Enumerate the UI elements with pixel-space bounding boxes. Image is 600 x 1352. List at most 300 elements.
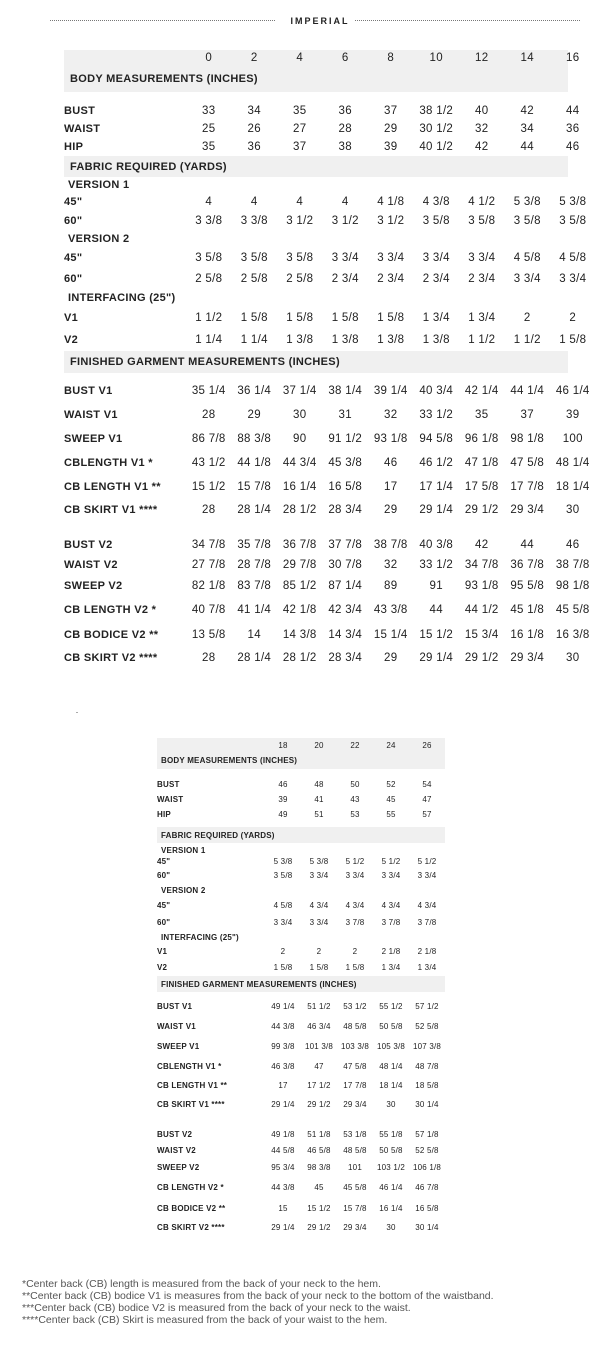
- size-label: 16: [566, 52, 580, 64]
- size-chart-18-26: [157, 738, 445, 1236]
- cell-value: 3 3/4: [309, 871, 329, 880]
- cell-value: 17: [384, 481, 398, 493]
- cell-value: 16 1/8: [510, 629, 545, 641]
- row-label: BUST V2: [157, 1129, 193, 1139]
- cell-value: 36: [247, 141, 261, 153]
- cell-value: 95 3/4: [271, 1162, 295, 1172]
- cell-value: 47 5/8: [343, 1061, 367, 1071]
- size-label: 10: [429, 52, 443, 64]
- cell-value: 3 3/4: [309, 917, 329, 927]
- cell-value: 28 1/4: [237, 652, 272, 664]
- cell-value: 31: [338, 409, 352, 421]
- table-row: [157, 958, 445, 976]
- table-row: [64, 555, 590, 575]
- cell-value: 3 3/4: [331, 252, 359, 264]
- size-label: 14: [520, 52, 534, 64]
- cell-value: 50 5/8: [379, 1021, 403, 1031]
- cell-value: 103 1/2: [376, 1162, 406, 1172]
- row-label: WAIST: [64, 123, 101, 135]
- cell-value: 3 3/4: [377, 252, 405, 264]
- table-row: [64, 247, 587, 269]
- cell-value: 15 7/8: [237, 481, 272, 493]
- cell-value: 1 1/2: [195, 312, 223, 324]
- cell-value: 29 3/4: [510, 652, 545, 664]
- cell-value: 44: [520, 539, 534, 551]
- cell-value: 106 1/8: [412, 1162, 442, 1172]
- cell-value: 45 3/8: [328, 457, 363, 469]
- cell-value: 18 5/8: [415, 1080, 439, 1090]
- cell-value: 42 3/4: [328, 604, 363, 616]
- cell-value: 52 5/8: [415, 1021, 439, 1031]
- cell-value: 33: [202, 105, 216, 117]
- cell-value: 1 5/8: [345, 962, 365, 972]
- cell-value: 44: [429, 604, 443, 616]
- table-row: [157, 792, 445, 807]
- cell-value: 4 5/8: [273, 900, 293, 910]
- table-row: [64, 427, 583, 451]
- cell-value: 44 3/8: [271, 1021, 295, 1031]
- table-row: [157, 1142, 445, 1158]
- row-label: 60": [157, 871, 171, 880]
- cell-value: 30: [566, 652, 580, 664]
- cell-value: 57 1/8: [415, 1129, 439, 1139]
- cell-value: 1 3/8: [377, 334, 405, 346]
- cell-value: 17: [278, 1080, 288, 1090]
- cell-value: 45: [386, 795, 396, 804]
- row-label: CB BODICE V2 **: [157, 1203, 226, 1213]
- cell-value: 1 5/8: [286, 312, 314, 324]
- cell-value: 28 3/4: [328, 504, 363, 516]
- cell-value: 101 3/8: [304, 1041, 334, 1051]
- cell-value: 51: [314, 810, 324, 819]
- cell-value: 42: [475, 141, 489, 153]
- table-row: [64, 102, 580, 120]
- row-label: WAIST V1: [64, 409, 118, 421]
- cell-value: 2 5/8: [286, 273, 314, 285]
- table-row: [157, 1056, 445, 1076]
- row-label: WAIST V1: [157, 1021, 196, 1031]
- cell-value: 38 7/8: [555, 559, 590, 571]
- cell-value: 18 1/4: [555, 481, 590, 493]
- cell-value: 57 1/2: [415, 1001, 439, 1011]
- section-heading: FABRIC REQUIRED (YARDS): [64, 156, 568, 177]
- cell-value: 3 5/8: [240, 252, 268, 264]
- section-heading: BODY MEASUREMENTS (INCHES): [157, 752, 445, 769]
- cell-value: 3 3/4: [559, 273, 587, 285]
- cell-value: 15: [278, 1203, 288, 1213]
- row-label: 45": [157, 900, 171, 910]
- cell-value: 3 5/8: [286, 252, 314, 264]
- table-row: [157, 856, 445, 867]
- cell-value: 17 1/2: [307, 1080, 331, 1090]
- cell-value: 40 7/8: [191, 604, 226, 616]
- row-label: CB SKIRT V2 ****: [157, 1222, 225, 1232]
- size-label: 6: [341, 52, 349, 64]
- cell-value: 50: [350, 780, 360, 789]
- cell-value: 16 5/8: [328, 481, 363, 493]
- table-row: [64, 451, 590, 475]
- cell-value: 38 1/4: [328, 385, 363, 397]
- cell-value: 34: [520, 123, 534, 135]
- cell-value: 41: [314, 795, 324, 804]
- cell-value: 107 3/8: [412, 1041, 442, 1051]
- table-row: [157, 996, 445, 1016]
- cell-value: 17 7/8: [343, 1080, 367, 1090]
- cell-value: 16 3/8: [555, 629, 590, 641]
- row-label: CB LENGTH V1 **: [157, 1080, 228, 1090]
- subsection-heading: INTERFACING (25"): [161, 932, 239, 942]
- cell-value: 29 1/4: [271, 1099, 295, 1109]
- cell-value: 1 1/2: [468, 334, 496, 346]
- cell-value: 2 3/4: [422, 273, 450, 285]
- table-row: [157, 1126, 445, 1142]
- footnotes: [22, 1278, 592, 1326]
- size-label: 4: [296, 52, 304, 64]
- cell-value: 2: [280, 946, 286, 956]
- row-label: SWEEP V1: [64, 433, 123, 445]
- cell-value: 3 3/8: [240, 215, 268, 227]
- cell-value: 98 1/8: [555, 580, 590, 592]
- cell-value: 93 1/8: [464, 580, 499, 592]
- row-gap: [157, 769, 445, 777]
- table-row: [64, 120, 580, 138]
- footnote: ****Center back (CB) Skirt is measured from the back of your waist to the hem.: [22, 1314, 388, 1326]
- cell-value: 1 3/8: [286, 334, 314, 346]
- cell-value: 29: [384, 652, 398, 664]
- cell-value: 29 7/8: [282, 559, 317, 571]
- cell-value: 1 3/8: [422, 334, 450, 346]
- cell-value: 30 1/4: [415, 1222, 439, 1232]
- cell-value: 5 3/8: [309, 857, 329, 866]
- cell-value: 30: [293, 409, 307, 421]
- row-label: CB LENGTH V1 **: [64, 481, 161, 493]
- row-label: CB SKIRT V1 ****: [157, 1099, 225, 1109]
- cell-value: 101: [348, 1162, 362, 1172]
- cell-value: 15 7/8: [343, 1203, 367, 1213]
- cell-value: 4: [341, 196, 349, 208]
- table-row: [157, 867, 445, 884]
- cell-value: 4 3/4: [345, 900, 365, 910]
- cell-value: 44 1/2: [464, 604, 499, 616]
- cell-value: 2 1/8: [381, 946, 401, 956]
- cell-value: 3 7/8: [381, 917, 401, 927]
- cell-value: 46 3/4: [307, 1021, 331, 1031]
- cell-value: 17 5/8: [464, 481, 499, 493]
- cell-value: 1 5/8: [240, 312, 268, 324]
- cell-value: 47: [314, 1061, 324, 1071]
- cell-value: 15 3/4: [464, 629, 499, 641]
- cell-value: 48 1/4: [555, 457, 590, 469]
- row-label: WAIST V2: [157, 1145, 196, 1155]
- row-label: BUST V1: [64, 385, 113, 397]
- cell-value: 1 1/2: [513, 334, 541, 346]
- cell-value: 45 5/8: [555, 604, 590, 616]
- cell-value: 36 7/8: [282, 539, 317, 551]
- cell-value: 34 7/8: [191, 539, 226, 551]
- cell-value: 5 1/2: [345, 857, 365, 866]
- cell-value: 49: [278, 810, 288, 819]
- table-row: [64, 307, 577, 329]
- cell-value: 44 1/4: [510, 385, 545, 397]
- cell-value: 3 1/2: [331, 215, 359, 227]
- row-label: 60": [64, 215, 83, 227]
- row-gap: [64, 521, 568, 535]
- cell-value: 53: [350, 810, 360, 819]
- cell-value: 3 5/8: [513, 215, 541, 227]
- cell-value: 29 1/4: [419, 504, 454, 516]
- cell-value: 29 3/4: [510, 504, 545, 516]
- cell-value: 46 5/8: [307, 1145, 331, 1155]
- cell-value: 46 1/4: [555, 385, 590, 397]
- cell-value: 29 3/4: [343, 1099, 367, 1109]
- cell-value: 25: [202, 123, 216, 135]
- cell-value: 36: [566, 123, 580, 135]
- cell-value: 46: [566, 141, 580, 153]
- row-label: 60": [157, 917, 171, 927]
- cell-value: 42 1/8: [282, 604, 317, 616]
- stray-dot: [76, 712, 78, 713]
- subsection-heading: VERSION 2: [68, 233, 130, 245]
- cell-value: 37: [520, 409, 534, 421]
- cell-value: 1 1/4: [240, 334, 268, 346]
- cell-value: 30 1/2: [419, 123, 454, 135]
- cell-value: 88 3/8: [237, 433, 272, 445]
- cell-value: 1 3/4: [422, 312, 450, 324]
- cell-value: 4 5/8: [559, 252, 587, 264]
- row-label: 60": [64, 273, 83, 285]
- cell-value: 52 5/8: [415, 1145, 439, 1155]
- cell-value: 46: [566, 539, 580, 551]
- table-row: [64, 575, 590, 597]
- cell-value: 47 1/8: [464, 457, 499, 469]
- table-row: [157, 1176, 445, 1198]
- cell-value: 46 3/8: [271, 1061, 295, 1071]
- cell-value: 54: [422, 780, 432, 789]
- cell-value: 51 1/8: [307, 1129, 331, 1139]
- cell-value: 49 1/8: [271, 1129, 295, 1139]
- cell-value: 2: [569, 312, 577, 324]
- cell-value: 14: [247, 629, 261, 641]
- cell-value: 103 3/8: [340, 1041, 370, 1051]
- table-row: [157, 1076, 445, 1094]
- cell-value: 44 5/8: [271, 1145, 295, 1155]
- cell-value: 40 3/8: [419, 539, 454, 551]
- size-label: 22: [350, 740, 360, 750]
- cell-value: 28: [202, 504, 216, 516]
- row-label: 45": [157, 857, 171, 866]
- table-row: [157, 1016, 445, 1036]
- cell-value: 2: [316, 946, 322, 956]
- size-label: 20: [314, 740, 324, 750]
- cell-value: 3 5/8: [422, 215, 450, 227]
- cell-value: 2: [352, 946, 358, 956]
- cell-value: 45 5/8: [343, 1182, 367, 1192]
- cell-value: 38: [338, 141, 352, 153]
- row-label: V2: [157, 962, 168, 972]
- row-label: CBLENGTH V1 *: [64, 457, 153, 469]
- cell-value: 36 7/8: [510, 559, 545, 571]
- section-heading: BODY MEASUREMENTS (INCHES): [64, 66, 568, 92]
- cell-value: 83 7/8: [237, 580, 272, 592]
- cell-value: 85 1/2: [282, 580, 317, 592]
- cell-value: 4 5/8: [513, 252, 541, 264]
- cell-value: 15 1/2: [419, 629, 454, 641]
- table-row: [64, 379, 590, 403]
- cell-value: 39: [384, 141, 398, 153]
- cell-value: 3 5/8: [195, 252, 223, 264]
- cell-value: 3 3/4: [381, 871, 401, 880]
- cell-value: 30 1/4: [415, 1099, 439, 1109]
- subsection-heading: VERSION 1: [161, 846, 206, 855]
- cell-value: 1 5/8: [331, 312, 359, 324]
- cell-value: 32: [475, 123, 489, 135]
- cell-value: 3 5/8: [559, 215, 587, 227]
- cell-value: 55 1/8: [379, 1129, 403, 1139]
- cell-value: 14 3/8: [282, 629, 317, 641]
- dotted-rule-right: [355, 20, 580, 21]
- cell-value: 46: [278, 780, 288, 789]
- cell-value: 48 5/8: [343, 1021, 367, 1031]
- cell-value: 35: [202, 141, 216, 153]
- cell-value: 33 1/2: [419, 409, 454, 421]
- cell-value: 29: [247, 409, 261, 421]
- cell-value: 3 1/2: [286, 215, 314, 227]
- table-row: [64, 329, 587, 351]
- cell-value: 28 1/2: [282, 652, 317, 664]
- cell-value: 4: [205, 196, 213, 208]
- cell-value: 27 7/8: [191, 559, 226, 571]
- table-row: [157, 896, 445, 914]
- cell-value: 57: [422, 810, 432, 819]
- cell-value: 2 1/8: [417, 946, 437, 956]
- cell-value: 2 5/8: [240, 273, 268, 285]
- cell-value: 13 5/8: [191, 629, 226, 641]
- cell-value: 36 1/4: [237, 385, 272, 397]
- cell-value: 3 3/4: [468, 252, 496, 264]
- cell-value: 2 3/4: [468, 273, 496, 285]
- cell-value: 3 5/8: [468, 215, 496, 227]
- subsection-heading: VERSION 1: [68, 179, 130, 191]
- cell-value: 1 1/4: [195, 334, 223, 346]
- row-label: SWEEP V2: [64, 580, 123, 592]
- cell-value: 15 1/2: [191, 481, 226, 493]
- cell-value: 53 1/2: [343, 1001, 367, 1011]
- cell-value: 38 7/8: [373, 539, 408, 551]
- cell-value: 15 1/4: [373, 629, 408, 641]
- cell-value: 35: [475, 409, 489, 421]
- table-row: [64, 211, 587, 231]
- cell-value: 17 1/4: [419, 481, 454, 493]
- table-row: [64, 138, 580, 156]
- cell-value: 34: [247, 105, 261, 117]
- cell-value: 40 3/4: [419, 385, 454, 397]
- row-label: HIP: [157, 810, 171, 819]
- row-label: 45": [64, 252, 83, 264]
- cell-value: 1 5/8: [309, 962, 329, 972]
- table-row: [64, 193, 587, 211]
- cell-value: 16 5/8: [415, 1203, 439, 1213]
- table-row: [157, 944, 445, 958]
- row-label: V2: [64, 334, 79, 346]
- row-gap: [157, 1114, 445, 1126]
- table-row: [64, 269, 587, 289]
- row-label: CB LENGTH V2 *: [157, 1182, 224, 1192]
- table-row: [157, 1198, 445, 1218]
- cell-value: 28: [338, 123, 352, 135]
- cell-value: 87 1/4: [328, 580, 363, 592]
- cell-value: 5 3/8: [513, 196, 541, 208]
- cell-value: 100: [562, 433, 583, 445]
- row-label: CB LENGTH V2 *: [64, 604, 157, 616]
- cell-value: 18 1/4: [379, 1080, 403, 1090]
- cell-value: 2 5/8: [195, 273, 223, 285]
- cell-value: 33 1/2: [419, 559, 454, 571]
- cell-value: 105 3/8: [376, 1041, 406, 1051]
- cell-value: 35: [293, 105, 307, 117]
- footnote: ***Center back (CB) bodice V2 is measured from the back of your neck to the waist.: [22, 1302, 411, 1314]
- cell-value: 4 3/4: [309, 900, 329, 910]
- row-label: BUST: [157, 780, 180, 789]
- cell-value: 37: [293, 141, 307, 153]
- cell-value: 29 1/2: [307, 1099, 331, 1109]
- cell-value: 47 5/8: [510, 457, 545, 469]
- cell-value: 29 1/2: [307, 1222, 331, 1232]
- cell-value: 45: [314, 1182, 324, 1192]
- size-label: 2: [250, 52, 258, 64]
- cell-value: 44 3/8: [271, 1182, 295, 1192]
- row-label: HIP: [64, 141, 84, 153]
- cell-value: 16 1/4: [282, 481, 317, 493]
- cell-value: 4 3/4: [381, 900, 401, 910]
- cell-value: 5 1/2: [417, 857, 437, 866]
- row-label: CB SKIRT V1 ****: [64, 504, 158, 516]
- cell-value: 48 7/8: [415, 1061, 439, 1071]
- cell-value: 89: [384, 580, 398, 592]
- cell-value: 44 3/4: [282, 457, 317, 469]
- table-row: [64, 475, 590, 499]
- cell-value: 29 1/2: [464, 652, 499, 664]
- cell-value: 98 1/8: [510, 433, 545, 445]
- cell-value: 4 1/2: [468, 196, 496, 208]
- table-row: [157, 1158, 445, 1176]
- table-row: [64, 623, 590, 647]
- dotted-rule-left: [50, 20, 275, 21]
- cell-value: 4 3/8: [422, 196, 450, 208]
- row-label: BUST: [64, 105, 96, 117]
- cell-value: 29 1/2: [464, 504, 499, 516]
- cell-value: 32: [384, 559, 398, 571]
- cell-value: 28 3/4: [328, 652, 363, 664]
- table-row: [64, 403, 580, 427]
- cell-value: 28 1/2: [282, 504, 317, 516]
- cell-value: 4 1/8: [377, 196, 405, 208]
- size-chart-0-16: [64, 50, 590, 669]
- cell-value: 99 3/8: [271, 1041, 295, 1051]
- row-label: CBLENGTH V1 *: [157, 1061, 222, 1071]
- row-label: CB SKIRT V2 ****: [64, 652, 158, 664]
- cell-value: 36: [338, 105, 352, 117]
- table-row: [64, 597, 590, 623]
- cell-value: 3 3/4: [422, 252, 450, 264]
- cell-value: 1 3/8: [331, 334, 359, 346]
- cell-value: 37 7/8: [328, 539, 363, 551]
- cell-value: 3 7/8: [345, 917, 365, 927]
- cell-value: 29 1/4: [271, 1222, 295, 1232]
- cell-value: 28: [202, 409, 216, 421]
- subsection-heading: VERSION 2: [161, 885, 206, 895]
- cell-value: 3 3/4: [513, 273, 541, 285]
- cell-value: 1 5/8: [273, 962, 293, 972]
